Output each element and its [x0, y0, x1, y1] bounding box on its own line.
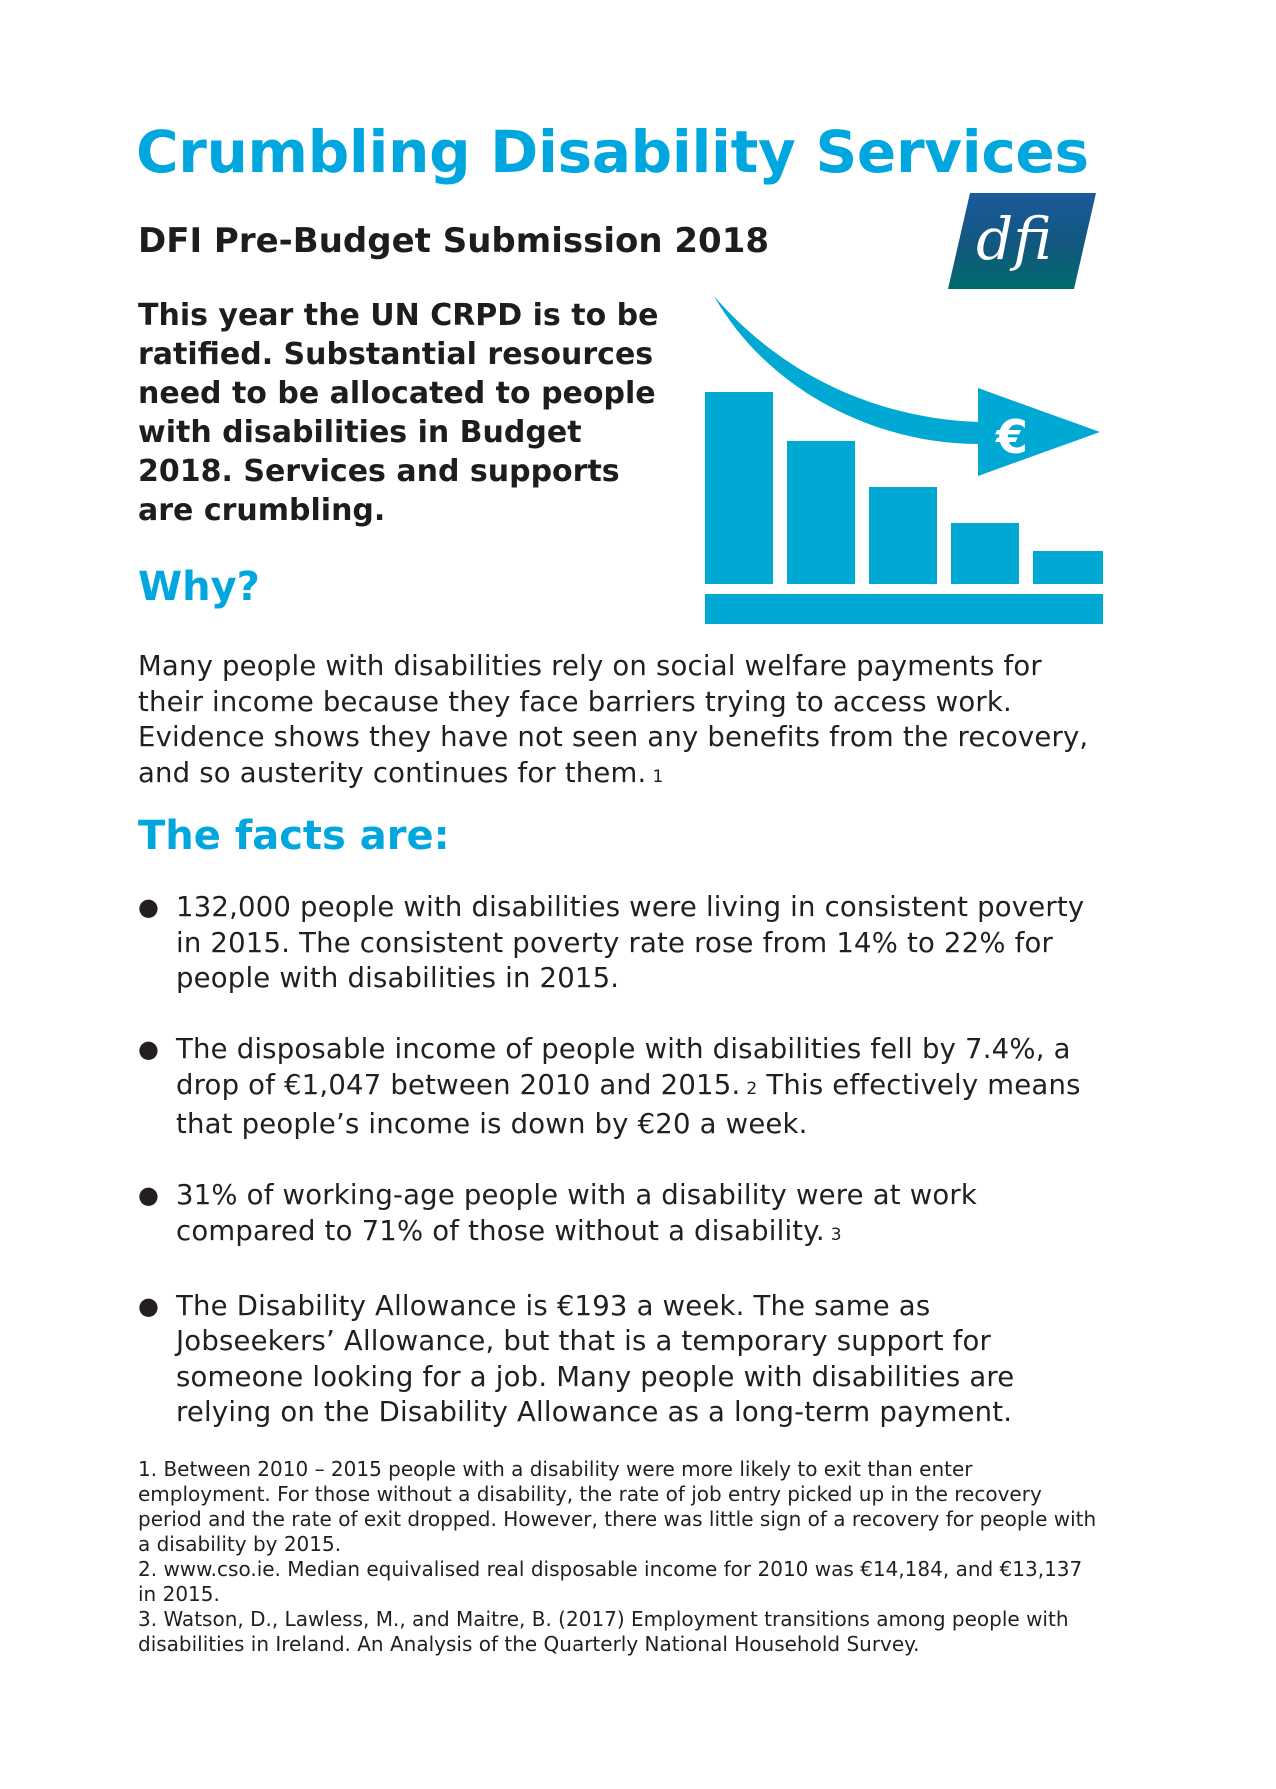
baseline-bar: [705, 594, 1103, 624]
intro-paragraph: [138, 296, 713, 530]
intro-line: ratified. Substantial resources: [138, 337, 654, 372]
fact-line: 31% of working-age people with a disability were at work: [176, 1179, 978, 1211]
footnote-line: 3. Watson, D., Lawless, M., and Maitre, B. (2017) Employment transitions among people with: [138, 1607, 1069, 1631]
footnote-ref-1: 1: [652, 766, 664, 787]
fact-item-employment: [138, 1178, 1178, 1253]
facts-heading: The facts are:: [138, 813, 450, 859]
bar-2: [787, 441, 855, 584]
facts-list: [138, 890, 1178, 1466]
intro-line: with disabilities in Budget: [138, 415, 582, 450]
footnote-line: period and the rate of exit dropped. However, there was little sign of a recovery for people with: [138, 1507, 1097, 1531]
subtitle: DFI Pre-Budget Submission 2018: [138, 221, 770, 261]
bar-4: [951, 523, 1019, 584]
why-line-text: and so austerity continues for them.: [138, 756, 647, 789]
intro-line: 2018. Services and supports: [138, 454, 620, 489]
footnote-line: in 2015.: [138, 1582, 220, 1606]
footnote-ref-3: 3: [830, 1224, 842, 1245]
why-line: their income because they face barriers trying to access work.: [138, 685, 1012, 718]
why-line: Evidence shows they have not seen any benefits from the recovery,: [138, 721, 1089, 753]
fact-line-text: compared to 71% of those without a disability.: [176, 1214, 825, 1247]
footnote-ref-2: 2: [746, 1078, 758, 1099]
why-line-last: [138, 756, 1158, 796]
fact-item-poverty: [138, 890, 1178, 997]
declining-budget-graphic: [700, 294, 1110, 624]
bullet-icon: ●: [138, 1035, 160, 1063]
logo-text: dfi: [976, 205, 1052, 273]
footnote-line: a disability by 2015.: [138, 1532, 342, 1556]
fact-line: people with disabilities in 2015.: [176, 962, 620, 994]
bar-3: [869, 487, 937, 584]
page-title: Crumbling Disability Services: [136, 118, 1089, 186]
fact-line-text: drop of €1,047 between 2010 and 2015.: [176, 1068, 741, 1101]
bullet-icon: ●: [138, 893, 160, 921]
intro-line: need to be allocated to people: [138, 376, 656, 411]
bullet-icon: ●: [138, 1181, 160, 1209]
fact-line-text: This effectively means: [766, 1068, 1081, 1101]
footnotes: [138, 1457, 1178, 1657]
intro-line: This year the UN CRPD is to be: [138, 298, 659, 333]
fact-item-income: [138, 1032, 1178, 1143]
fact-line: The Disability Allowance is €193 a week. The same as: [176, 1289, 931, 1322]
fact-item-allowance: [138, 1289, 1178, 1431]
why-paragraph: [138, 649, 1158, 795]
why-heading: Why?: [138, 564, 260, 610]
why-line: Many people with disabilities rely on social welfare payments for: [138, 650, 1042, 682]
footnote-line: employment. For those without a disability, the rate of job entry picked up in the recovery: [138, 1482, 1042, 1506]
footnote-line: disabilities in Ireland. An Analysis of the Quarterly National Household Survey.: [138, 1632, 920, 1656]
fact-line: [176, 1214, 1178, 1254]
footnote-line: 2. www.cso.ie. Median equivalised real disposable income for 2010 was €14,184, and €13,137: [138, 1557, 1083, 1581]
bullet-icon: ●: [138, 1291, 160, 1320]
fact-line: [176, 1068, 1178, 1108]
fact-line: relying on the Disability Allowance as a long-term payment.: [176, 1396, 1013, 1428]
fact-line: The disposable income of people with disabilities fell by 7.4%, a: [176, 1033, 1071, 1065]
fact-line: that people’s income is down by €20 a week.: [176, 1108, 808, 1140]
euro-icon: €: [995, 410, 1029, 464]
bar-5: [1033, 551, 1103, 584]
dfi-logo: [948, 193, 1096, 289]
fact-line: someone looking for a job. Many people with disabilities are: [176, 1360, 1015, 1393]
bar-1: [705, 392, 773, 584]
fact-line: Jobseekers’ Allowance, but that is a temporary support for: [176, 1325, 992, 1357]
fact-line: in 2015. The consistent poverty rate rose from 14% to 22% for: [176, 926, 1054, 959]
footnote-line: 1. Between 2010 – 2015 people with a disability were more likely to exit than enter: [138, 1457, 973, 1481]
intro-line: are crumbling.: [138, 493, 386, 528]
fact-line: 132,000 people with disabilities were living in consistent poverty: [176, 891, 1085, 923]
